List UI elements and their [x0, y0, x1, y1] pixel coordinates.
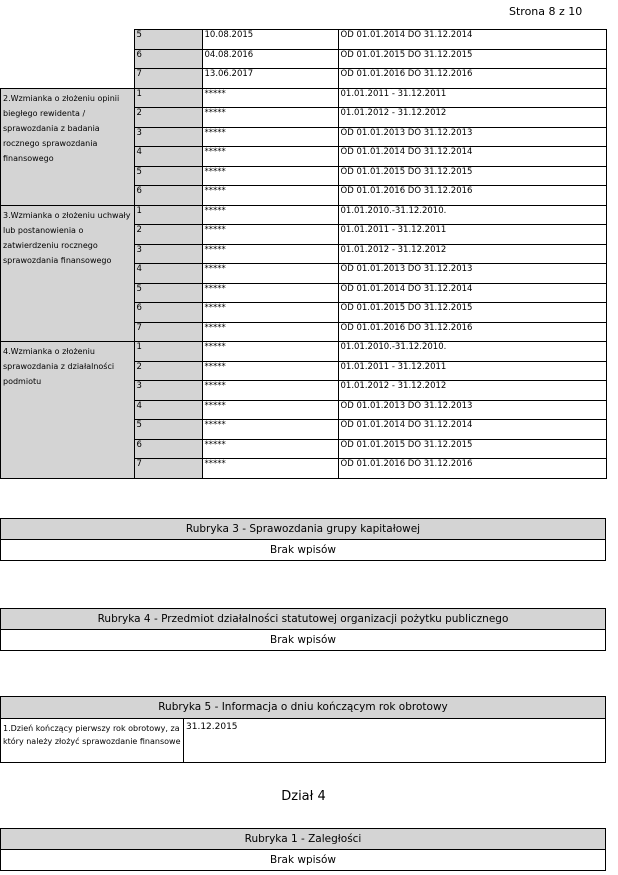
- table-row: [1, 342, 607, 362]
- row-number: 7: [134, 69, 202, 89]
- table-row: [1, 205, 607, 225]
- row-date: *****: [202, 283, 338, 303]
- row-period: 01.01.2012 - 31.12.2012: [338, 381, 607, 401]
- group-label: 3.Wzmianka o złożeniu uchwały lub postanowienia o zatwierdzeniu rocznego sprawozdania finansowego: [1, 205, 135, 342]
- row-period: OD 01.01.2013 DO 31.12.2013: [338, 400, 607, 420]
- row-period: OD 01.01.2013 DO 31.12.2013: [338, 264, 607, 284]
- row-number: 5: [134, 30, 202, 50]
- row-date: *****: [202, 205, 338, 225]
- row-period: 01.01.2012 - 31.12.2012: [338, 244, 607, 264]
- row-number: 3: [134, 381, 202, 401]
- row-number: 1: [134, 342, 202, 362]
- row-date: *****: [202, 400, 338, 420]
- row-date: *****: [202, 342, 338, 362]
- row-date: *****: [202, 459, 338, 479]
- row-period: OD 01.01.2016 DO 31.12.2016: [338, 459, 607, 479]
- row-period: OD 01.01.2014 DO 31.12.2014: [338, 420, 607, 440]
- rubryka-5-answer: 31.12.2015: [184, 719, 606, 763]
- row-date: *****: [202, 88, 338, 108]
- rubryka-5-title: Rubryka 5 - Informacja o dniu kończącym rok obrotowy: [1, 697, 606, 719]
- dzial-4-rubryka-1-title: Rubryka 1 - Zaległości: [1, 829, 606, 850]
- reports-table: [0, 29, 607, 479]
- rubryka-4-title: Rubryka 4 - Przedmiot działalności statutowej organizacji pożytku publicznego: [1, 609, 606, 630]
- row-period: 01.01.2010.-31.12.2010.: [338, 342, 607, 362]
- row-period: OD 01.01.2015 DO 31.12.2015: [338, 303, 607, 323]
- dzial-4-rubryka-1-empty: Brak wpisów: [1, 850, 606, 871]
- table-row: [1, 88, 607, 108]
- group-label: 4.Wzmianka o złożeniu sprawozdania z działalności podmiotu: [1, 342, 135, 479]
- row-date: *****: [202, 108, 338, 128]
- row-date: *****: [202, 361, 338, 381]
- row-period: OD 01.01.2014 DO 31.12.2014: [338, 147, 607, 167]
- row-number: 5: [134, 420, 202, 440]
- dzial-heading: Dział 4: [281, 789, 326, 804]
- row-number: 5: [134, 283, 202, 303]
- row-date: *****: [202, 186, 338, 206]
- row-number: 4: [134, 400, 202, 420]
- rubryka-3-title: Rubryka 3 - Sprawozdania grupy kapitałowej: [1, 519, 606, 540]
- rubryka-4-section: [0, 608, 606, 651]
- row-date: *****: [202, 264, 338, 284]
- row-period: 01.01.2011 - 31.12.2011: [338, 225, 607, 245]
- row-period: 01.01.2011 - 31.12.2011: [338, 361, 607, 381]
- row-date: 04.08.2016: [202, 49, 338, 69]
- row-period: OD 01.01.2015 DO 31.12.2015: [338, 439, 607, 459]
- row-period: OD 01.01.2014 DO 31.12.2014: [338, 30, 607, 50]
- row-number: 2: [134, 361, 202, 381]
- row-number: 2: [134, 108, 202, 128]
- row-period: OD 01.01.2015 DO 31.12.2015: [338, 166, 607, 186]
- row-number: 5: [134, 166, 202, 186]
- row-date: *****: [202, 439, 338, 459]
- row-number: 4: [134, 147, 202, 167]
- group-label: 2.Wzmianka o złożeniu opinii biegłego rewidenta / sprawozdania z badania rocznego sprawozdania finansowego: [1, 88, 135, 205]
- row-number: 7: [134, 459, 202, 479]
- row-period: OD 01.01.2016 DO 31.12.2016: [338, 186, 607, 206]
- rubryka-3-section: [0, 518, 606, 561]
- row-period: 01.01.2012 - 31.12.2012: [338, 108, 607, 128]
- row-period: OD 01.01.2015 DO 31.12.2015: [338, 49, 607, 69]
- row-period: OD 01.01.2013 DO 31.12.2013: [338, 127, 607, 147]
- row-number: 7: [134, 322, 202, 342]
- rubryka-3-empty: Brak wpisów: [1, 540, 606, 561]
- row-number: 6: [134, 49, 202, 69]
- row-period: OD 01.01.2014 DO 31.12.2014: [338, 283, 607, 303]
- row-date: *****: [202, 420, 338, 440]
- row-period: OD 01.01.2016 DO 31.12.2016: [338, 69, 607, 89]
- dzial-4-rubryka-1-section: [0, 828, 606, 871]
- row-number: 1: [134, 205, 202, 225]
- row-date: *****: [202, 225, 338, 245]
- row-date: *****: [202, 244, 338, 264]
- row-number: 1: [134, 88, 202, 108]
- row-date: *****: [202, 381, 338, 401]
- row-date: 13.06.2017: [202, 69, 338, 89]
- empty-label-cell: [1, 30, 135, 89]
- row-date: 10.08.2015: [202, 30, 338, 50]
- row-period: OD 01.01.2016 DO 31.12.2016: [338, 322, 607, 342]
- row-number: 4: [134, 264, 202, 284]
- row-date: *****: [202, 127, 338, 147]
- row-number: 2: [134, 225, 202, 245]
- row-date: *****: [202, 147, 338, 167]
- table-row: [1, 30, 607, 50]
- rubryka-5-question: 1.Dzień kończący pierwszy rok obrotowy, za który należy złożyć sprawozdanie finansowe: [1, 719, 184, 763]
- row-number: 6: [134, 439, 202, 459]
- rubryka-5-section: [0, 696, 606, 763]
- row-date: *****: [202, 166, 338, 186]
- row-number: 6: [134, 303, 202, 323]
- row-period: 01.01.2010.-31.12.2010.: [338, 205, 607, 225]
- page-number: Strona 8 z 10: [509, 5, 583, 18]
- row-period: 01.01.2011 - 31.12.2011: [338, 88, 607, 108]
- row-number: 3: [134, 127, 202, 147]
- row-date: *****: [202, 322, 338, 342]
- rubryka-4-empty: Brak wpisów: [1, 630, 606, 651]
- row-number: 3: [134, 244, 202, 264]
- row-number: 6: [134, 186, 202, 206]
- row-date: *****: [202, 303, 338, 323]
